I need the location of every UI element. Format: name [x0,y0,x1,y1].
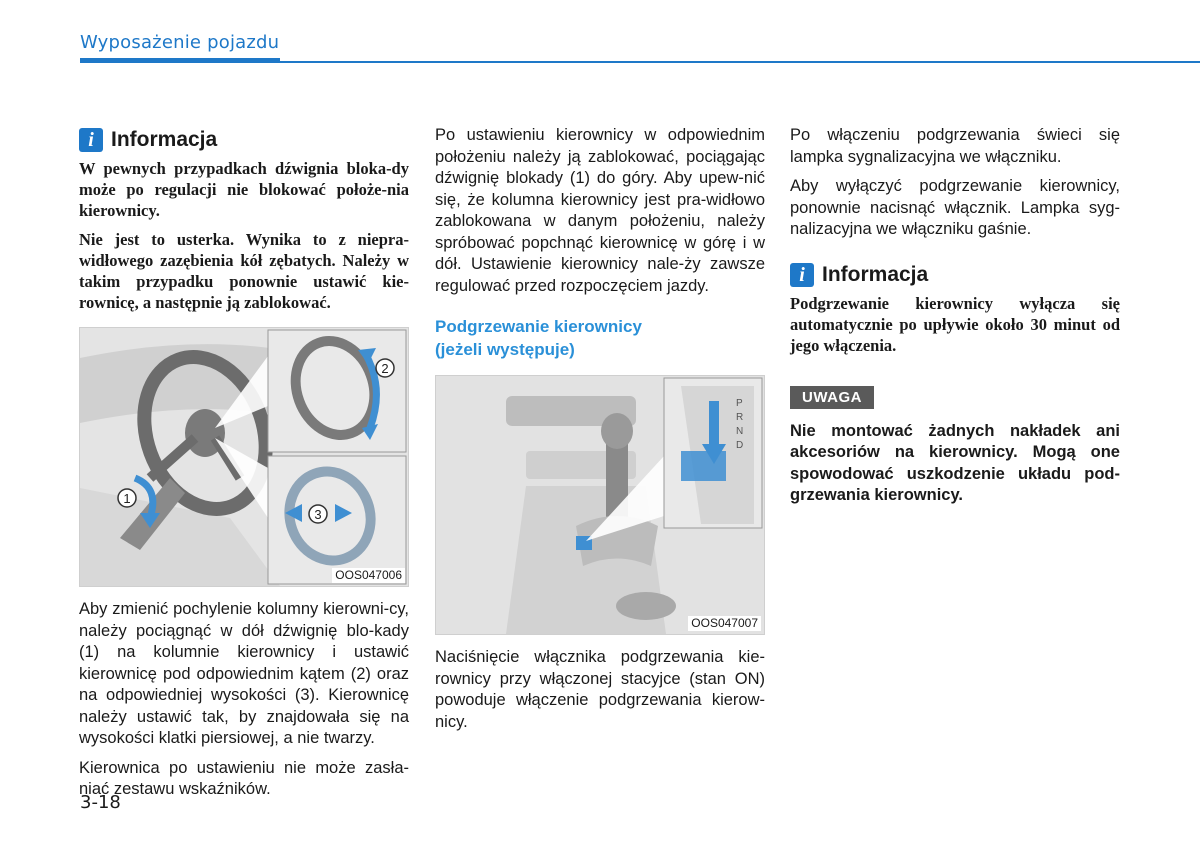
body-paragraph: Aby zmienić pochylenie kolumny kierowni-cy, należy pociągnąć w dół dźwignię blo-kady (1) na kolumnie kierownicy i ustawić kierownicę pod odpowiednim kątem (2) oraz na odpowiedniej wysokości (3). Kierownicę należy ustawić tak, by znajdowała się na wysokości klatki piersiowej, a nie twarzy. [79,600,409,747]
info-title: Informacja [111,128,218,151]
steering-adjustment-figure [79,327,409,587]
figure-code-label: OOS047007 [688,616,761,631]
section-heading-line2: (jeżeli występuje) [435,340,575,359]
svg-text:R: R [736,412,744,423]
info-icon: i [79,128,103,152]
warning-badge: UWAGA [790,386,874,409]
info-paragraph: W pewnych przypadkach dźwignia bloka-dy może po regulacji nie blokować położe-nia kierownicy. [79,159,409,220]
body-paragraph: Aby wyłączyć podgrzewanie kierownicy, ponownie nacisnąć włącznik. Lampka syg-nalizacyjna we włączniku gaśnie. [790,177,1120,238]
heated-steering-switch-figure [435,375,765,635]
svg-text:D: D [736,440,744,451]
svg-text:1: 1 [123,491,131,506]
svg-text:2: 2 [381,361,389,376]
section-heading [435,315,765,361]
figure-code-label: OOS047006 [332,568,405,583]
info-paragraph: Nie jest to usterka. Wynika to z niepra-widłowego zazębienia kół zębatych. Należy w takim przypadku ponownie ustawić kie-rownicę, a następnie ją zablokować. [79,230,409,312]
body-paragraph: Naciśnięcie włącznika podgrzewania kie-rownicy przy włączonej stacyjce (stan ON) powoduje włączenie podgrzewania kierow-nicy. [435,648,765,731]
body-paragraph: Kierownica po ustawieniu nie może zasła-niać zestawu wskaźników. [79,758,409,798]
info-box-header [79,128,409,152]
steering-wheel-illustration [80,328,408,586]
info-title: Informacja [822,262,929,286]
info-paragraph: Podgrzewanie kierownicy wyłącza się automatycznie po upływie około 30 minut od jego włączenia. [790,293,1120,355]
center-console-illustration [436,376,764,634]
svg-text:3: 3 [314,507,322,522]
body-paragraph: Po włączeniu podgrzewania świeci się lampka sygnalizacyjna we włączniku. [790,126,1120,166]
body-paragraph: Po ustawieniu kierownicy w odpowiednim położeniu należy ją zablokować, pociągając dźwignię blokady (1) do góry. Aby upew-nić się, że kolumna kierownicy jest pra-widłowo zablokowana w danym położeniu, należy spróbować popchnąć kierownicę w górę i w dół. Ustawienie kierownicy nale-ży zawsze regulować przed rozpoczęciem jazdy. [435,126,765,295]
svg-text:P: P [736,398,743,409]
column-left [79,128,409,809]
svg-text:N: N [736,426,744,437]
info-box-header [790,263,1120,287]
header-rule-thick [80,58,280,63]
column-right [790,125,1120,515]
column-middle [435,125,765,741]
info-icon: i [790,263,814,287]
section-header-title: Wyposażenie pojazdu [80,32,280,53]
warning-paragraph: Nie montować żadnych nakładek ani akcesoriów na kierownicy. Mogą one spowodować uszkodzenie układu pod-grzewania kierownicy. [790,421,1120,504]
section-heading-line1: Podgrzewanie kierownicy [435,317,642,336]
header-rule-thin [280,61,1200,63]
page-number: 3-18 [80,792,121,813]
